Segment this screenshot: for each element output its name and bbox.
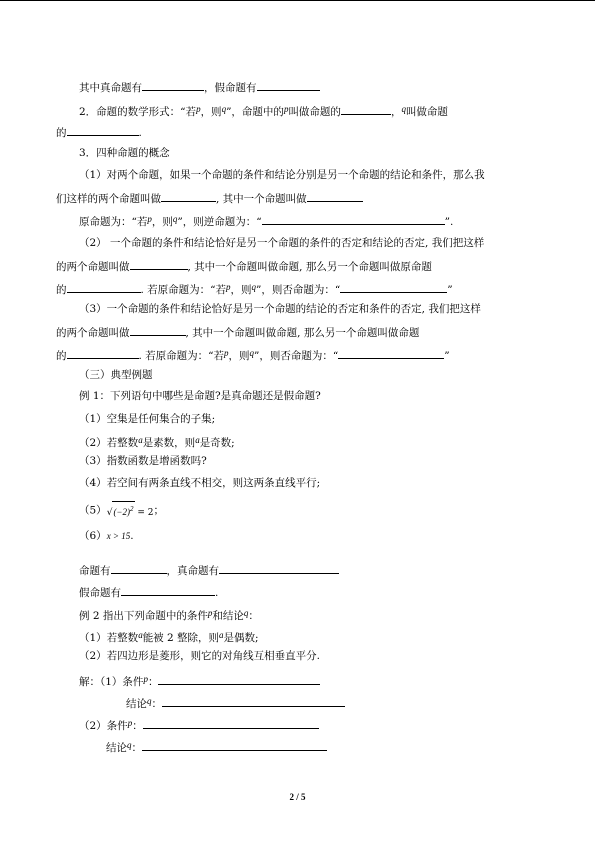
- var-q: q: [401, 104, 406, 114]
- text: ”，命题中的: [226, 106, 284, 118]
- text: 2．命题的数学形式：“若: [79, 106, 197, 118]
- text: 假命题有: [79, 587, 121, 599]
- text: ”.: [444, 216, 454, 228]
- text: ，: [390, 106, 402, 118]
- top-rule: [0, 0, 595, 1]
- text: 是奇数;: [199, 437, 235, 449]
- text: .: [138, 127, 142, 139]
- paragraph-line: （2） 一个命题的条件和结论恰好是另一个命题的条件的否定和结论的否定, 我们把这样: [79, 237, 485, 249]
- text: （5）: [79, 504, 107, 517]
- solution-line: [106, 738, 327, 755]
- list-item: [79, 529, 134, 543]
- var-q: q: [127, 740, 132, 750]
- line-true-false-count: [79, 79, 320, 95]
- text: 的: [56, 127, 67, 139]
- text: , 其中一个命题叫做命题, 那么另一个命题叫做命题: [185, 327, 420, 339]
- var-q: q: [147, 696, 152, 706]
- example-title: [79, 606, 259, 623]
- var-a: a: [219, 630, 224, 640]
- answer-blank[interactable]: [262, 213, 445, 225]
- text: ：: [132, 720, 143, 732]
- text: ”: [447, 284, 453, 296]
- answer-blank[interactable]: [111, 562, 167, 574]
- text: ”，则逆命题为：“: [177, 216, 262, 228]
- text: 能被 2 整除，则: [142, 632, 220, 644]
- text: 的两个命题叫做: [56, 261, 130, 273]
- text: ”，则否命题为：“: [254, 350, 339, 362]
- line-contrapositive: [56, 324, 419, 340]
- text: 例 2 指出下列命题中的条件: [79, 610, 208, 622]
- var-q: q: [172, 214, 178, 224]
- list-item: （4）若空间有两条直线不相交，则这两条直线平行;: [79, 477, 321, 489]
- text: 们这样的两个命题叫做: [56, 193, 161, 205]
- text: ，则: [151, 216, 173, 228]
- text: 是素数，则: [142, 437, 196, 449]
- solution-line: [79, 716, 319, 733]
- answer-blank[interactable]: [143, 717, 319, 729]
- sqrt-expression: $√(-2)^2 = 2$: [107, 501, 154, 520]
- answer-line: [79, 562, 339, 578]
- text: 叫做命题的: [288, 106, 341, 118]
- text: , 其中一个命题叫做命题, 那么另一个命题叫做原命题: [187, 261, 432, 273]
- var-p: p: [207, 608, 213, 618]
- answer-blank[interactable]: [341, 103, 391, 115]
- inequality: x > 15: [106, 531, 131, 541]
- text: 结论: [126, 698, 147, 710]
- answer-blank[interactable]: [340, 281, 447, 293]
- text: 其中真命题有: [79, 82, 142, 94]
- line-converse-form: [79, 212, 453, 229]
- answer-blank[interactable]: [161, 190, 216, 202]
- text: ”: [444, 350, 450, 362]
- text: 的: [56, 350, 67, 362]
- line-inverse-form: [56, 280, 453, 297]
- page-number: 2 / 5: [289, 792, 306, 802]
- example-title: 例 1：下列语句中哪些是命题?是真命题还是假命题?: [79, 390, 321, 402]
- var-q: q: [221, 104, 227, 114]
- text: ：: [147, 676, 159, 688]
- text: （1）若整数: [79, 632, 139, 644]
- list-item: [79, 433, 235, 450]
- answer-blank[interactable]: [338, 347, 444, 359]
- list-item: [79, 628, 259, 645]
- var-p: p: [226, 282, 231, 292]
- text: 结论: [106, 742, 127, 754]
- text: .: [130, 530, 134, 542]
- text: ，则: [228, 350, 250, 362]
- answer-blank[interactable]: [121, 584, 215, 596]
- answer-blank[interactable]: [307, 190, 363, 202]
- var-a: a: [138, 630, 143, 640]
- paragraph-line: （3）一个命题的条件和结论恰好是另一个命题的结论的否定和条件的否定, 我们把这样: [79, 303, 481, 315]
- text: ：: [131, 742, 142, 754]
- var-p: p: [147, 214, 152, 224]
- text: （6）: [79, 530, 107, 542]
- answer-blank[interactable]: [67, 124, 139, 136]
- answer-blank[interactable]: [142, 739, 327, 751]
- text: ：: [151, 698, 162, 710]
- paragraph-line: （1）对两个命题，如果一个命题的条件和结论分别是另一个命题的结论和条件，那么我: [79, 169, 485, 181]
- text: 和结论: [212, 610, 244, 622]
- line-math-form: [79, 102, 448, 119]
- line-math-form-cont: [56, 124, 142, 140]
- line-converse: [56, 190, 363, 206]
- answer-line: [79, 584, 218, 600]
- section-heading: （三）典型例题: [79, 369, 153, 381]
- text: , 其中一个命题叫做: [216, 193, 307, 205]
- var-q: q: [251, 282, 257, 292]
- list-item: （2）若四边形是菱形，则它的对角线互相垂直平分.: [79, 650, 321, 662]
- answer-blank[interactable]: [219, 562, 339, 574]
- solution-line: [79, 672, 320, 689]
- text: ：: [248, 610, 259, 622]
- text: .: [215, 587, 219, 599]
- var-q: q: [249, 348, 255, 358]
- answer-blank[interactable]: [142, 79, 204, 91]
- text: ，则: [200, 106, 222, 118]
- text: 的两个命题叫做: [56, 327, 130, 339]
- text: 命题有: [79, 565, 111, 577]
- text: 原命题为：“若: [79, 216, 148, 228]
- text: 解：（1）条件: [79, 676, 144, 688]
- answer-blank[interactable]: [130, 324, 186, 336]
- text: （2）若整数: [79, 437, 139, 449]
- list-item: （1）空集是任何集合的子集;: [79, 413, 216, 425]
- equals: = 2: [134, 508, 154, 518]
- text: 叫做命题: [405, 106, 448, 118]
- text: （2）条件: [79, 720, 128, 732]
- var-p: p: [143, 674, 148, 684]
- text: ；: [153, 504, 165, 517]
- var-p: p: [127, 718, 133, 728]
- text: ”，则否命题为：“: [256, 284, 341, 296]
- exponent: 2: [130, 505, 134, 513]
- list-item: [79, 501, 164, 520]
- answer-blank[interactable]: [158, 673, 320, 685]
- answer-blank[interactable]: [67, 347, 139, 359]
- text: 是偶数;: [223, 632, 259, 644]
- text: . 若原命题为：“若: [138, 350, 225, 362]
- text: . 若原命题为：“若: [140, 284, 227, 296]
- section-heading: 3．四种命题的概念: [79, 147, 170, 159]
- solution-line: [126, 694, 345, 711]
- line-contrapositive-form: [56, 346, 450, 363]
- text: ，真命题有: [166, 565, 219, 577]
- line-inverse: [56, 258, 432, 274]
- text: ，假命题有: [204, 82, 257, 94]
- var-p: p: [283, 104, 289, 114]
- var-p: p: [196, 104, 201, 114]
- var-p: p: [224, 348, 229, 358]
- var-q: q: [243, 608, 249, 618]
- answer-blank[interactable]: [162, 695, 345, 707]
- list-item: （3）指数函数是增函数吗?: [79, 455, 207, 467]
- answer-blank[interactable]: [67, 281, 141, 293]
- var-a: a: [138, 435, 143, 445]
- radicand: (−2): [113, 507, 131, 517]
- text: ，则: [230, 284, 252, 296]
- var-a: a: [195, 435, 200, 445]
- text: 的: [56, 284, 67, 296]
- answer-blank[interactable]: [130, 258, 188, 270]
- answer-blank[interactable]: [257, 79, 320, 91]
